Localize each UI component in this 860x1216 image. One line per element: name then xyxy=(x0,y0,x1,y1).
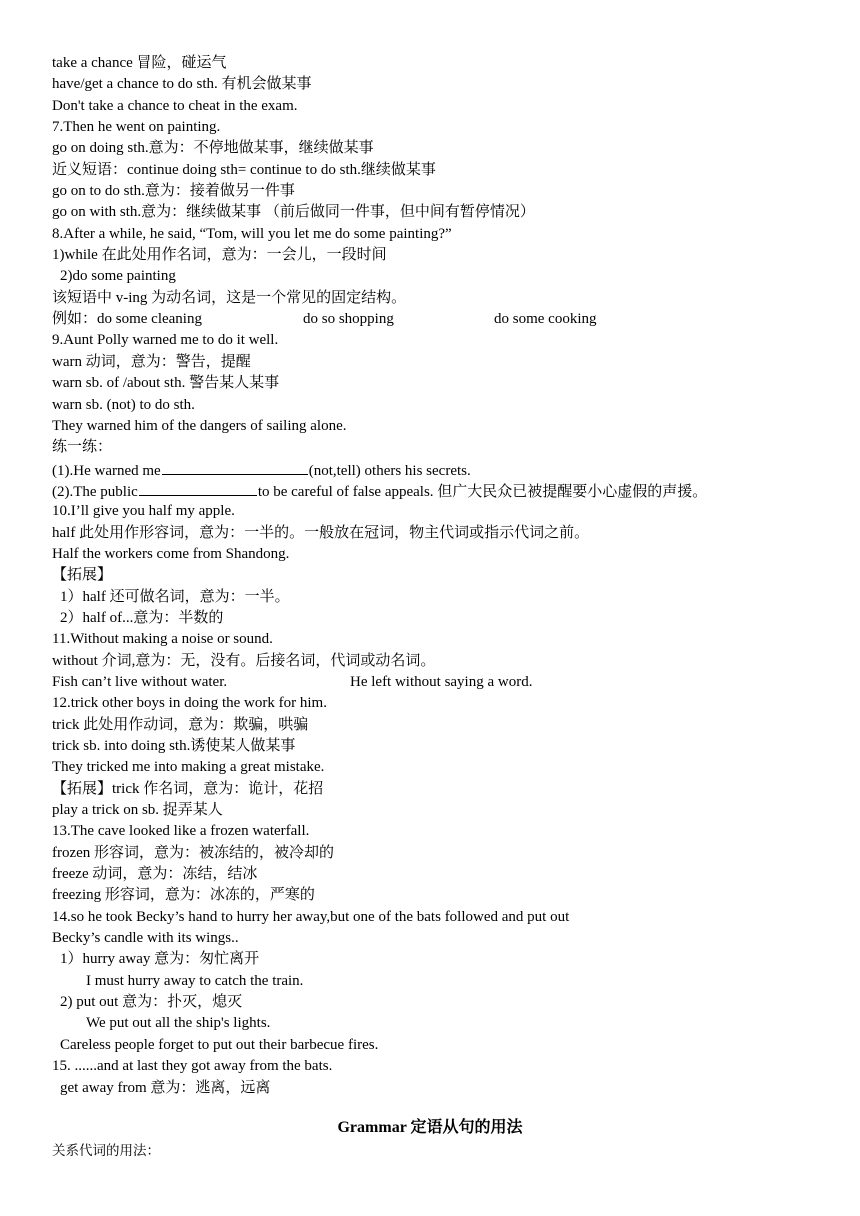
text-line: They tricked me into making a great mistake. xyxy=(52,759,325,776)
exercise-text: (1).He warned me xyxy=(52,462,161,479)
text-line: trick sb. into doing sth.诱使某人做某事 xyxy=(52,738,296,754)
section-heading-9: 9.Aunt Polly warned me to do it well. xyxy=(52,332,279,349)
practice-heading: 练一练： xyxy=(52,439,113,456)
example-item: do some cooking xyxy=(494,311,597,328)
section-heading-8: 8.After a while, he said, “Tom, will you let me do some painting?” xyxy=(52,225,452,242)
text-line: 2) put out 意为：扑灭，熄灭 xyxy=(60,994,243,1011)
text-line: Careless people forget to put out their barbecue fires. xyxy=(60,1036,379,1053)
example-item: 例如：do some cleaning xyxy=(52,311,202,328)
text-line: They warned him of the dangers of sailing alone. xyxy=(52,417,347,434)
text-line: 2)do some painting xyxy=(60,268,176,285)
example-row xyxy=(52,309,842,330)
example-item: He left without saying a word. xyxy=(350,673,533,690)
text-line: freezing 形容词，意为：冰冻的，严寒的 xyxy=(52,887,315,904)
text-line: freeze 动词，意为：冻结，结冰 xyxy=(52,866,258,883)
section-heading-12: 12.trick other boys in doing the work for him. xyxy=(52,695,327,712)
text-line: frozen 形容词，意为：被冻结的，被冷却的 xyxy=(52,844,335,861)
text-line: 1)while 在此处用作名词，意为：一会儿，一段时间 xyxy=(52,247,387,264)
section-heading-15: 15. ......and at last they got away from the bats. xyxy=(52,1058,333,1075)
document-body xyxy=(52,53,842,1099)
text-line: have/get a chance to do sth. 有机会做某事 xyxy=(52,76,312,93)
text-line: warn sb. of /about sth. 警告某人某事 xyxy=(52,375,280,392)
exercise-text: (not,tell) others his secrets. xyxy=(308,462,471,479)
exercise-text: to be careful of false appeals. 但广大民众已被提醒要小心虚假的声援。 xyxy=(257,483,708,500)
text-line: I must hurry away to catch the train. xyxy=(86,972,304,989)
text-line: Don't take a chance to cheat in the exam. xyxy=(52,97,298,114)
text-line: without 介词,意为：无，没有。后接名词，代词或动名词。 xyxy=(52,652,436,669)
exercise-1 xyxy=(52,459,842,480)
text-line: Becky’s candle with its wings.. xyxy=(52,930,239,947)
text-line: take a chance 冒险，碰运气 xyxy=(52,55,227,71)
section-heading-14: 14.so he took Becky’s hand to hurry her away,but one of the bats followed and put out xyxy=(52,908,570,925)
answer-blank[interactable] xyxy=(162,459,308,475)
section-heading-11: 11.Without making a noise or sound. xyxy=(52,631,273,648)
text-line: go on doing sth.意为：不停地做某事，继续做某事 xyxy=(52,140,374,157)
exercise-text: (2).The public xyxy=(52,483,138,500)
answer-blank[interactable] xyxy=(139,480,257,496)
text-line: half 此处用作形容词，意为：一半的。一般放在冠词，物主代词或指示代词之前。 xyxy=(52,524,590,541)
extension-heading: 【拓展】trick 作名词，意为：诡计，花招 xyxy=(52,780,324,797)
text-line: 该短语中 v-ing 为动名词，这是一个常见的固定结构。 xyxy=(52,289,407,306)
example-item: do so shopping xyxy=(303,311,394,328)
text-line: Half the workers come from Shandong. xyxy=(52,545,290,562)
text-line: play a trick on sb. 捉弄某人 xyxy=(52,802,223,819)
text-line: go on to do sth.意为：接着做另一件事 xyxy=(52,183,295,200)
text-line: warn 动词，意为：警告，提醒 xyxy=(52,353,251,370)
text-line: 1）hurry away 意为：匆忙离开 xyxy=(60,951,260,968)
section-heading-7: 7.Then he went on painting. xyxy=(52,119,221,136)
text-line: warn sb. (not) to do sth. xyxy=(52,396,195,413)
text-line: 1）half 还可做名词，意为：一半。 xyxy=(60,588,290,605)
section-heading-13: 13.The cave looked like a frozen waterfall. xyxy=(52,823,310,840)
grammar-subheading: 关系代词的用法： xyxy=(52,1143,160,1158)
text-line: 2）half of...意为：半数的 xyxy=(60,609,224,626)
example-item: Fish can’t live without water. xyxy=(52,673,228,690)
exercise-2 xyxy=(52,480,842,501)
text-line: get away from 意为：逃离，远离 xyxy=(60,1079,271,1096)
text-line: trick 此处用作动词，意为：欺骗，哄骗 xyxy=(52,716,309,733)
text-line: We put out all the ship's lights. xyxy=(86,1015,271,1032)
extension-heading: 【拓展】 xyxy=(52,567,113,584)
grammar-title: Grammar 定语从句的用法 xyxy=(337,1119,523,1136)
text-line: 近义短语：continue doing sth= continue to do sth.继续做某事 xyxy=(52,161,436,178)
example-row xyxy=(52,672,842,693)
text-line: go on with sth.意为：继续做某事 （前后做同一件事，但中间有暂停情况） xyxy=(52,204,535,221)
section-heading-10: 10.I’ll give you half my apple. xyxy=(52,503,235,520)
